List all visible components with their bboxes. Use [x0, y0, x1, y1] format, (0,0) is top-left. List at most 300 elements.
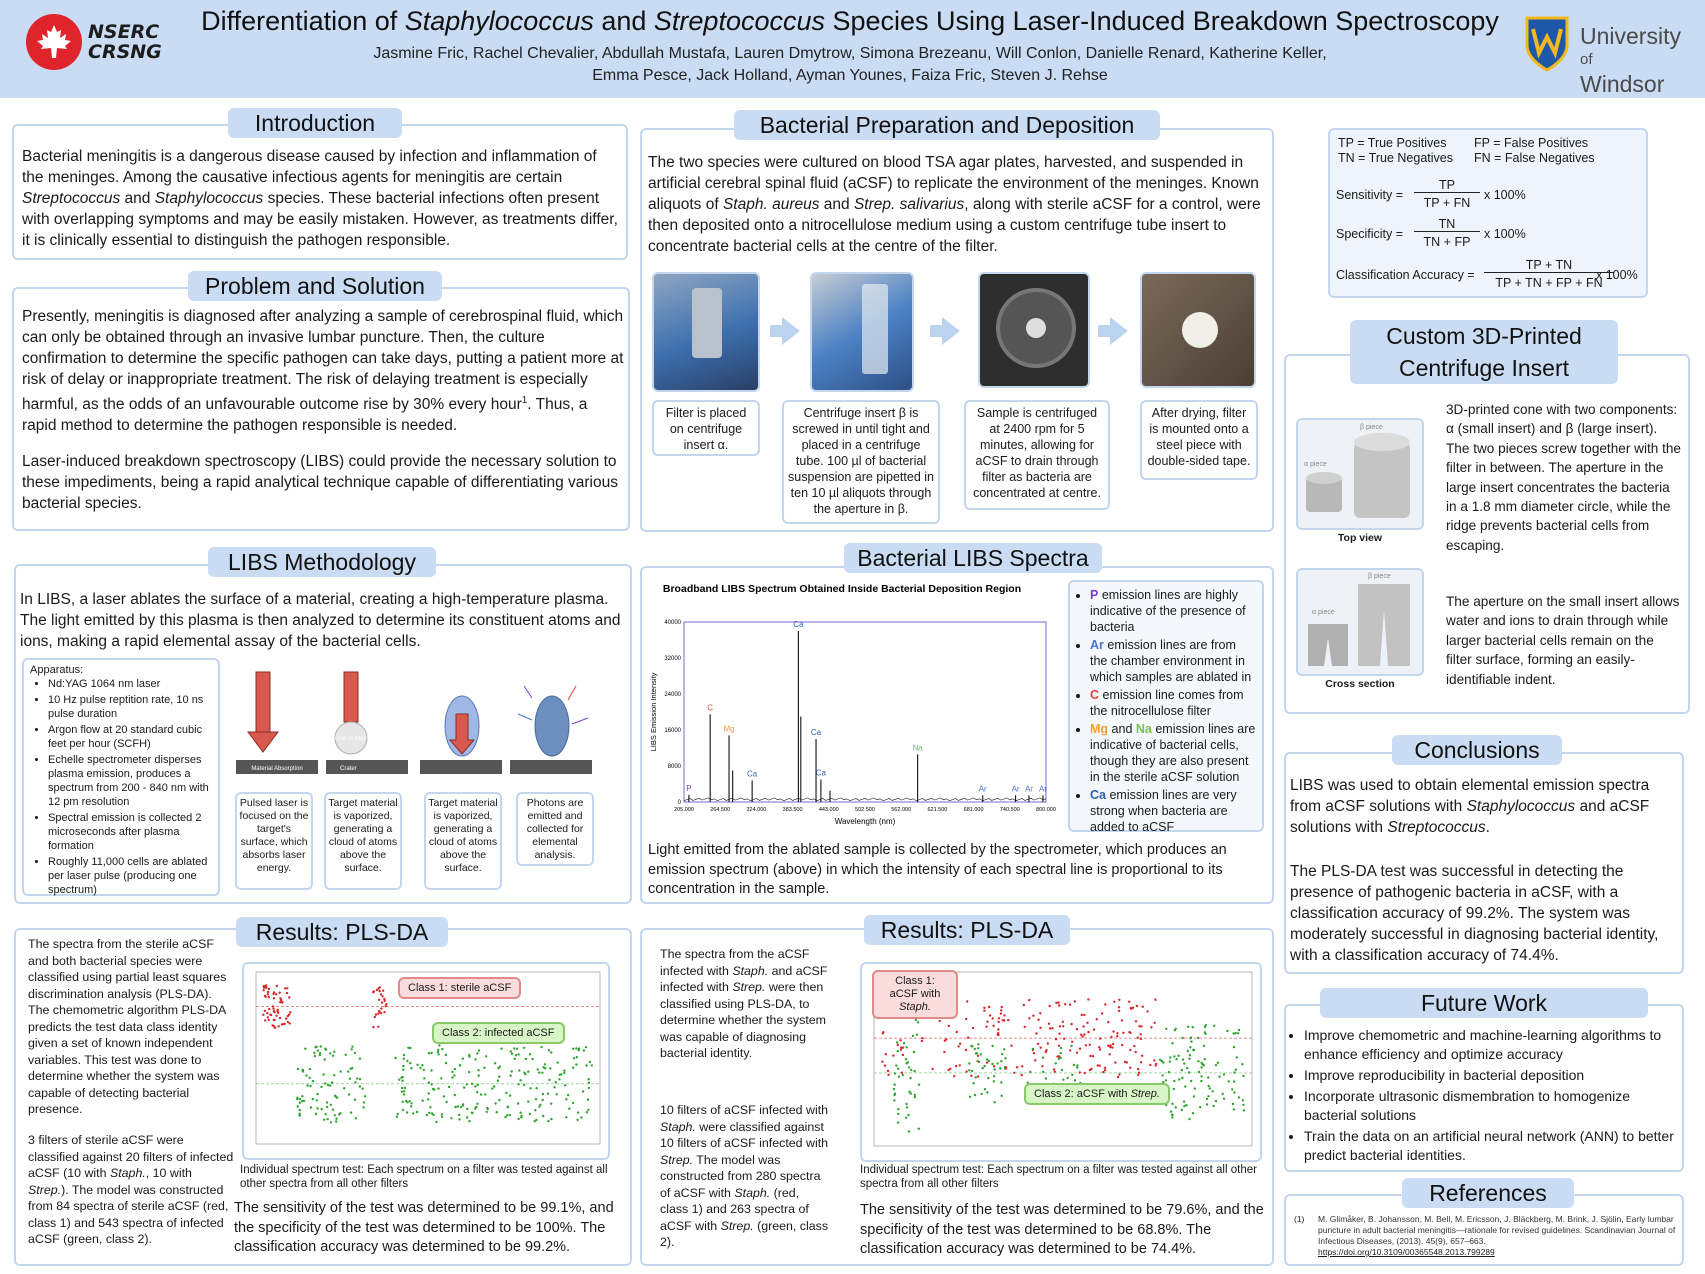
- data-point: [332, 1055, 334, 1057]
- data-point: [466, 1116, 468, 1118]
- intro-text-a: Bacterial meningitis is a dangerous disease caused by infection and inflammation of the meninges. Among the causative infectious agents for meningitis are certain: [22, 148, 597, 186]
- data-point: [385, 1005, 387, 1007]
- data-point: [1054, 1071, 1056, 1073]
- data-point: [892, 1054, 894, 1056]
- data-point: [577, 1111, 579, 1113]
- data-point: [378, 1010, 380, 1012]
- data-point: [972, 1027, 974, 1029]
- data-point: [432, 1088, 434, 1090]
- data-point: [1193, 1049, 1195, 1051]
- data-point: [412, 1112, 414, 1114]
- data-point: [972, 1082, 974, 1084]
- prep-caption-2: Centrifuge insert β is screwed in until tight and placed in a centrifuge tube. 100 µl of bacterial suspension are pipetted in ten 10 µl aliquots through the aperture in β.: [782, 400, 940, 524]
- data-point: [268, 1008, 270, 1010]
- data-point: [907, 1114, 909, 1116]
- data-point: [322, 1073, 324, 1075]
- data-point: [1235, 1032, 1237, 1034]
- data-point: [1154, 999, 1156, 1001]
- data-point: [897, 1044, 899, 1046]
- data-point: [895, 1064, 897, 1066]
- results2-text-2e: (green, class 2).: [660, 1218, 829, 1249]
- data-point: [516, 1048, 518, 1050]
- data-point: [1243, 1109, 1245, 1111]
- data-point: [912, 1035, 914, 1037]
- reference-text: M. Glimåker, B. Johansson, M. Bell, M. Ericsson, J. Bläckberg, M. Brink, J. Sjölin, Early lumbar puncture in adult bacterial meningitis—rationale for revised guidelines. Scandinavian Journal of Infectious Diseases, (2013). 45(9), 657–663.: [1318, 1214, 1676, 1246]
- data-point: [315, 1113, 317, 1115]
- data-point: [1079, 1071, 1081, 1073]
- data-point: [1035, 1032, 1037, 1034]
- data-point: [1118, 1010, 1120, 1012]
- data-point: [982, 1067, 984, 1069]
- data-point: [980, 1053, 982, 1055]
- legend-text: Class 1: aCSF with: [889, 975, 941, 1000]
- data-point: [974, 1048, 976, 1050]
- alpha-piece-label: α piece: [1304, 461, 1327, 468]
- data-point: [361, 1088, 363, 1090]
- data-point: [1066, 1077, 1068, 1079]
- data-point: [379, 990, 381, 992]
- data-point: [432, 1114, 434, 1116]
- data-point: [585, 1046, 587, 1048]
- data-point: [430, 1069, 432, 1071]
- cross-section-label: Cross section: [1325, 678, 1395, 690]
- data-point: [312, 1080, 314, 1082]
- data-point: [484, 1093, 486, 1095]
- data-point: [974, 1094, 976, 1096]
- data-point: [1233, 1046, 1235, 1048]
- data-point: [262, 1014, 264, 1016]
- problem-text: [22, 306, 626, 436]
- intro-and: and: [120, 190, 155, 207]
- photo-centrifuge: [978, 272, 1090, 388]
- data-point: [263, 985, 265, 987]
- data-point: [1102, 1071, 1104, 1073]
- data-point: [410, 1105, 412, 1107]
- data-point: [563, 1069, 565, 1071]
- data-point: [1058, 1058, 1060, 1060]
- data-point: [553, 1086, 555, 1088]
- data-point: [970, 1045, 972, 1047]
- data-point: [557, 1061, 559, 1063]
- data-point: [931, 1068, 933, 1070]
- data-point: [278, 1025, 280, 1027]
- data-point: [1089, 1055, 1091, 1057]
- data-point: [460, 1106, 462, 1108]
- data-point: [899, 1039, 901, 1041]
- data-point: [1193, 1095, 1195, 1097]
- data-point: [531, 1058, 533, 1060]
- data-point: [296, 1098, 298, 1100]
- data-point: [380, 1007, 382, 1009]
- data-point: [908, 1066, 910, 1068]
- data-point: [487, 1108, 489, 1110]
- data-point: [263, 989, 265, 991]
- results2-text-2c: The model was constructed from 280 spectra of aCSF with: [660, 1152, 821, 1200]
- data-point: [1199, 1106, 1201, 1108]
- solution-text: Laser-induced breakdown spectroscopy (LIBS) could provide the necessary solution to these impediments, being a rapid analytical technique capable of differentiating various bacterial species.: [22, 453, 618, 512]
- data-point: [480, 1093, 482, 1095]
- data-point: [264, 1019, 266, 1021]
- data-point: [1090, 1068, 1092, 1070]
- data-point: [1029, 1071, 1031, 1073]
- data-point: [1173, 1080, 1175, 1082]
- reference-number: (1): [1294, 1214, 1305, 1224]
- data-point: [1235, 1069, 1237, 1071]
- data-point: [306, 1084, 308, 1086]
- y-tick-label: 16000: [664, 728, 681, 734]
- data-point: [407, 1047, 409, 1049]
- legend-class2-infected: Class 2: infected aCSF: [432, 1022, 565, 1044]
- data-point: [550, 1118, 552, 1120]
- data-point: [474, 1107, 476, 1109]
- conclusions-text-c: .: [1485, 819, 1490, 836]
- data-point: [493, 1085, 495, 1087]
- data-point: [1242, 1104, 1244, 1106]
- data-point: [1039, 1012, 1041, 1014]
- data-point: [1204, 1058, 1206, 1060]
- data-point: [339, 1112, 341, 1114]
- data-point: [897, 1050, 899, 1052]
- data-point: [985, 1026, 987, 1028]
- data-point: [381, 995, 383, 997]
- libs-caption-2: Target material is vaporized, generating a cloud of atoms above the surface.: [324, 792, 402, 890]
- data-point: [986, 1062, 988, 1064]
- nserc-maple-leaf-logo: [26, 14, 82, 70]
- data-point: [298, 1114, 300, 1116]
- apparatus-box: [22, 658, 220, 896]
- uwindsor-shield-icon: [1524, 15, 1570, 78]
- data-point: [428, 1112, 430, 1114]
- formula-times: x 100%: [1484, 227, 1526, 241]
- data-point: [1175, 1106, 1177, 1108]
- data-point: [1204, 1031, 1206, 1033]
- data-point: [445, 1062, 447, 1064]
- data-point: [1190, 1040, 1192, 1042]
- data-point: [507, 1106, 509, 1108]
- data-point: [1232, 1103, 1234, 1105]
- x-tick-label: 681.000: [963, 807, 984, 813]
- data-point: [329, 1052, 331, 1054]
- data-point: [575, 1047, 577, 1049]
- data-point: [333, 1051, 335, 1053]
- data-point: [1087, 998, 1089, 1000]
- results1-chart-caption: Individual spectrum test: Each spectrum on a filter was tested against all other spectra from all other filters: [240, 1164, 608, 1190]
- y-tick-label: 40000: [664, 620, 681, 626]
- data-point: [437, 1051, 439, 1053]
- data-point: [1116, 1035, 1118, 1037]
- data-point: [359, 1058, 361, 1060]
- data-point: [1140, 1025, 1142, 1027]
- data-point: [354, 1099, 356, 1101]
- data-point: [273, 991, 275, 993]
- problem-heading: Problem and Solution: [188, 271, 442, 301]
- author-list: [280, 43, 1420, 87]
- data-point: [506, 1114, 508, 1116]
- apparatus-title: Apparatus:: [30, 664, 84, 676]
- data-point: [1003, 1048, 1005, 1050]
- data-point: [478, 1049, 480, 1051]
- peak-label: Mg: [723, 724, 735, 734]
- data-point: [1181, 1069, 1183, 1071]
- data-point: [1062, 1021, 1064, 1023]
- data-point: [275, 1015, 277, 1017]
- data-point: [518, 1053, 520, 1055]
- data-point: [1150, 1026, 1152, 1028]
- data-point: [1074, 1000, 1076, 1002]
- authors-line-2: Emma Pesce, Jack Holland, Ayman Younes, Faiza Fric, Steven J. Rehse: [592, 67, 1108, 84]
- data-point: [567, 1094, 569, 1096]
- future-item: • Improve reproducibility in bacterial deposition: [1304, 1066, 1682, 1085]
- peak-label: Ar: [1024, 784, 1033, 794]
- data-point: [975, 1076, 977, 1078]
- data-point: [1197, 1037, 1199, 1039]
- data-point: [1161, 1060, 1163, 1062]
- data-point: [312, 1098, 314, 1100]
- data-point: [1173, 1055, 1175, 1057]
- data-point: [986, 1091, 988, 1093]
- data-point: [523, 1084, 525, 1086]
- data-point: [1182, 1058, 1184, 1060]
- data-point: [947, 1069, 949, 1071]
- data-point: [273, 997, 275, 999]
- data-point: [993, 1080, 995, 1082]
- data-point: [1130, 1007, 1132, 1009]
- data-point: [1024, 1026, 1026, 1028]
- data-point: [1032, 1015, 1034, 1017]
- data-point: [511, 1053, 513, 1055]
- data-point: [494, 1062, 496, 1064]
- libs-process-diagram: [232, 664, 592, 778]
- data-point: [901, 1072, 903, 1074]
- data-point: [1021, 1065, 1023, 1067]
- data-point: [908, 1130, 910, 1132]
- diagram-material-label: Material Absorption: [251, 766, 303, 772]
- data-point: [1187, 1050, 1189, 1052]
- data-point: [547, 1093, 549, 1095]
- data-point: [914, 1094, 916, 1096]
- element-text: and: [1108, 722, 1136, 736]
- data-point: [1101, 1012, 1103, 1014]
- apparatus-item: • Echelle spectrometer disperses plasma emission, produces a spectrum from 200 - 840 nm with 12 pm resolution: [48, 753, 212, 809]
- data-point: [1223, 1073, 1225, 1075]
- data-point: [991, 1063, 993, 1065]
- data-point: [457, 1105, 459, 1107]
- data-point: [959, 1043, 961, 1045]
- apparatus-item: • Spectral emission is collected 2 microseconds after plasma formation: [48, 811, 212, 853]
- data-point: [349, 1078, 351, 1080]
- prep-staph: Staph. aureus: [722, 196, 820, 213]
- diagram-crater-label: Crater: [340, 766, 357, 772]
- data-point: [896, 1041, 898, 1043]
- data-point: [1128, 1001, 1130, 1003]
- data-point: [1212, 1090, 1214, 1092]
- y-tick-label: 32000: [664, 656, 681, 662]
- data-point: [1231, 1088, 1233, 1090]
- data-point: [406, 1111, 408, 1113]
- data-point: [327, 1084, 329, 1086]
- data-point: [454, 1094, 456, 1096]
- reference-doi-link[interactable]: https://doi.org/10.3109/00365548.2013.799289: [1318, 1247, 1495, 1257]
- data-point: [900, 1046, 902, 1048]
- formula-label: Specificity =: [1336, 227, 1404, 241]
- data-point: [909, 1077, 911, 1079]
- data-point: [915, 1019, 917, 1021]
- data-point: [576, 1119, 578, 1121]
- data-point: [1112, 1030, 1114, 1032]
- data-point: [1107, 1045, 1109, 1047]
- data-point: [355, 1117, 357, 1119]
- libs-caption-3: Target material is vaporized, generating a cloud of atoms above the surface.: [424, 792, 502, 890]
- data-point: [329, 1084, 331, 1086]
- data-point: [1076, 1066, 1078, 1068]
- element-symbol: P: [1090, 588, 1099, 602]
- data-point: [984, 1088, 986, 1090]
- data-point: [580, 1116, 582, 1118]
- intro-text-b: species. These bacterial infections often present with overlapping symptoms and may be easily mistaken. However, as treatments differ, it is clinically essential to distinguish the pathogen responsible.: [22, 190, 618, 249]
- problem-text-a: Presently, meningitis is diagnosed after analyzing a sample of cerebrospinal fluid, which can only be obtained through an invasive lumbar puncture. Then, the culture confirmation to determine the specific pathogen can take days, putting a patient more at risk of delay or inappropriate treatment. The risk of delaying treatment is especially harmful, as the odds of an unfavourable outcome rise by 30% every hour: [22, 308, 624, 414]
- data-point: [351, 1048, 353, 1050]
- prep-caption-4: After drying, filter is mounted onto a steel piece with double-sided tape.: [1140, 400, 1258, 480]
- references-heading: References: [1402, 1178, 1574, 1208]
- data-point: [540, 1046, 542, 1048]
- data-point: [1233, 1108, 1235, 1110]
- results2-heading: Results: PLS-DA: [864, 915, 1070, 945]
- data-point: [517, 1118, 519, 1120]
- data-point: [1208, 1085, 1210, 1087]
- data-point: [398, 1079, 400, 1081]
- data-point: [498, 1099, 500, 1101]
- data-point: [494, 1102, 496, 1104]
- element-symbol: Ca: [1090, 788, 1106, 802]
- x-tick-label: 621.500: [927, 807, 948, 813]
- data-point: [476, 1052, 478, 1054]
- data-point: [441, 1116, 443, 1118]
- data-point: [1023, 1004, 1025, 1006]
- data-point: [894, 1084, 896, 1086]
- data-point: [519, 1079, 521, 1081]
- data-point: [921, 1037, 923, 1039]
- data-point: [324, 1048, 326, 1050]
- data-point: [965, 1049, 967, 1051]
- data-point: [884, 1065, 886, 1067]
- spectra-heading: Bacterial LIBS Spectra: [844, 543, 1102, 573]
- data-point: [577, 1049, 579, 1051]
- data-point: [576, 1056, 578, 1058]
- formula-denominator: TN + FP: [1423, 235, 1471, 249]
- data-point: [976, 1052, 978, 1054]
- data-point: [897, 1113, 899, 1115]
- prep-text-a: The two species were cultured on blood TSA agar plates, harvested, and suspended in artificial cerebral spinal fluid (aCSF) to replicate the environment of the meninges. Known aliquots of: [648, 154, 1259, 213]
- data-point: [1238, 1029, 1240, 1031]
- data-point: [1118, 1006, 1120, 1008]
- conclusions-staph: Staphylococcus: [1466, 798, 1576, 815]
- data-point: [518, 1069, 520, 1071]
- data-point: [1233, 1091, 1235, 1093]
- data-point: [547, 1120, 549, 1122]
- data-point: [416, 1064, 418, 1066]
- data-point: [1049, 1027, 1051, 1029]
- data-point: [463, 1086, 465, 1088]
- data-point: [276, 985, 278, 987]
- data-point: [321, 1108, 323, 1110]
- data-point: [1028, 999, 1030, 1001]
- data-point: [474, 1085, 476, 1087]
- data-point: [313, 1052, 315, 1054]
- data-point: [331, 1081, 333, 1083]
- x-tick-label: 562.000: [891, 807, 912, 813]
- data-point: [1194, 1087, 1196, 1089]
- x-tick-label: 264.500: [710, 807, 731, 813]
- data-point: [1122, 1032, 1124, 1034]
- definition-row: [1338, 136, 1595, 151]
- data-point: [1129, 1049, 1131, 1051]
- data-point: [1215, 1100, 1217, 1102]
- data-point: [902, 1074, 904, 1076]
- data-point: [513, 1047, 515, 1049]
- data-point: [887, 1070, 889, 1072]
- data-point: [1042, 1057, 1044, 1059]
- reference-citation: [1318, 1214, 1682, 1258]
- data-point: [1058, 1033, 1060, 1035]
- data-point: [1104, 1067, 1106, 1069]
- data-point: [1033, 1052, 1035, 1054]
- data-point: [497, 1080, 499, 1082]
- data-point: [275, 993, 277, 995]
- data-point: [274, 1011, 276, 1013]
- reference-superscript: 1: [521, 395, 528, 406]
- data-point: [916, 1034, 918, 1036]
- data-point: [1037, 1043, 1039, 1045]
- arrow-right-icon: [1110, 317, 1128, 345]
- data-point: [401, 1091, 403, 1093]
- beta-piece-label: β piece: [1368, 573, 1391, 580]
- data-point: [1047, 1042, 1049, 1044]
- data-point: [1000, 1012, 1002, 1014]
- data-point: [402, 1065, 404, 1067]
- spectra-caption: Light emitted from the ablated sample is collected by the spectrometer, which produces an emission spectrum (above) in which the intensity of each spectral line is proportional to its concentration in the sample.: [648, 842, 1227, 897]
- element-symbol: Na: [1135, 722, 1152, 736]
- results2-strep: Strep.: [720, 1218, 754, 1233]
- data-point: [380, 993, 382, 995]
- data-point: [1146, 1010, 1148, 1012]
- legend-staph: Staph.: [899, 1001, 931, 1013]
- authors-line-1: Jasmine Fric, Rachel Chevalier, Abdullah Mustafa, Lauren Dmytrow, Simona Brezeanu, Will Conlon, Danielle Renard, Katherine Keller,: [373, 45, 1327, 62]
- data-point: [1064, 1003, 1066, 1005]
- results2-text-1: [660, 946, 828, 1062]
- data-point: [1138, 1025, 1140, 1027]
- data-point: [504, 1116, 506, 1118]
- data-point: [450, 1117, 452, 1119]
- data-point: [272, 1005, 274, 1007]
- data-point: [1089, 1044, 1091, 1046]
- data-point: [1057, 1001, 1059, 1003]
- data-point: [1137, 1074, 1139, 1076]
- data-point: [299, 1109, 301, 1111]
- data-point: [315, 1046, 317, 1048]
- data-point: [572, 1102, 574, 1104]
- peak-label: Ar: [1011, 784, 1020, 794]
- data-point: [323, 1119, 325, 1121]
- data-point: [410, 1067, 412, 1069]
- future-item: • Train the data on an artificial neural network (ANN) to better predict bacterial identities.: [1304, 1127, 1682, 1165]
- data-point: [301, 1095, 303, 1097]
- y-tick-label: 8000: [667, 764, 681, 770]
- data-point: [281, 1001, 283, 1003]
- data-point: [565, 1098, 567, 1100]
- data-point: [994, 1068, 996, 1070]
- data-point: [986, 1021, 988, 1023]
- data-point: [396, 1116, 398, 1118]
